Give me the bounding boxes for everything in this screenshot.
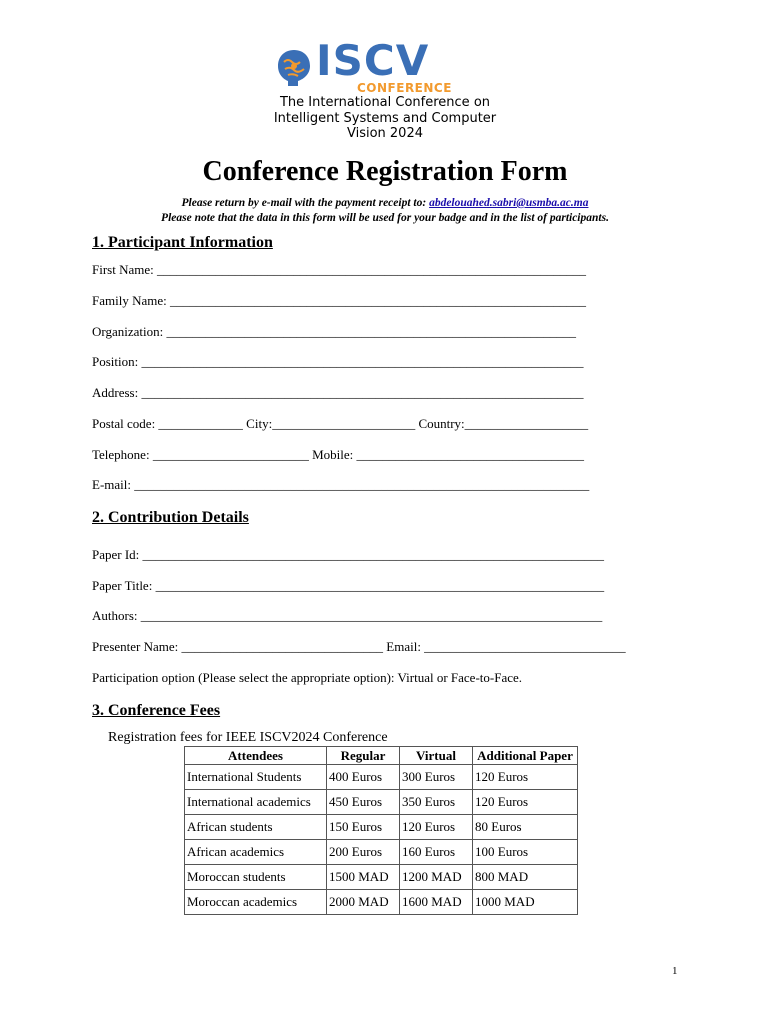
fees-table-header-row [185, 747, 578, 765]
page-number: 1 [672, 965, 678, 977]
cell-additional: 800 MAD [473, 865, 578, 890]
cell-regular: 450 Euros [327, 790, 400, 815]
table-row [185, 815, 578, 840]
cell-regular: 400 Euros [327, 765, 400, 790]
cell-virtual: 350 Euros [400, 790, 473, 815]
conference-name [0, 95, 770, 142]
logo-subtext: CONFERENCE [357, 81, 452, 95]
fees-intro: Registration fees for IEEE ISCV2024 Conference [108, 730, 388, 745]
header-virtual: Virtual [400, 747, 473, 765]
cell-attendee: International academics [185, 790, 327, 815]
email-field[interactable]: E-mail: ______________________________________________________________________ [92, 477, 590, 492]
header-regular: Regular [327, 747, 400, 765]
table-row [185, 840, 578, 865]
first-name-field[interactable]: First Name: __________________________________________________________________ [92, 262, 586, 277]
position-field[interactable]: Position: ____________________________________________________________________ [92, 354, 584, 369]
presenter-email-field[interactable]: Presenter Name: _______________________________ Email: _______________________________ [92, 639, 626, 654]
cell-attendee: African students [185, 815, 327, 840]
conference-logo [276, 36, 452, 98]
return-email-link[interactable]: abdelouahed.sabri@usmba.ac.ma [429, 197, 589, 209]
logo-text: ISCV [316, 36, 430, 85]
paper-title-field[interactable]: Paper Title: _____________________________________________________________________ [92, 578, 605, 593]
page-title: Conference Registration Form [202, 156, 568, 187]
data-note: Please note that the data in this form will be used for your badge and in the list of participants. [161, 212, 609, 224]
cell-regular: 2000 MAD [327, 890, 400, 915]
section-contribution-heading: 2. Contribution Details [92, 509, 249, 526]
cell-additional: 100 Euros [473, 840, 578, 865]
cell-additional: 120 Euros [473, 790, 578, 815]
table-row [185, 890, 578, 915]
cell-attendee: Moroccan students [185, 865, 327, 890]
paper-id-field[interactable]: Paper Id: _______________________________________________________________________ [92, 547, 605, 562]
cell-additional: 80 Euros [473, 815, 578, 840]
header-additional-paper: Additional Paper [473, 747, 578, 765]
table-row [185, 865, 578, 890]
cell-attendee: International Students [185, 765, 327, 790]
cell-virtual: 300 Euros [400, 765, 473, 790]
cell-virtual: 1600 MAD [400, 890, 473, 915]
header-attendees: Attendees [185, 747, 327, 765]
cell-additional: 1000 MAD [473, 890, 578, 915]
cell-virtual: 120 Euros [400, 815, 473, 840]
cell-regular: 1500 MAD [327, 865, 400, 890]
cell-additional: 120 Euros [473, 765, 578, 790]
authors-field[interactable]: Authors: _______________________________________________________________________ [92, 608, 603, 623]
family-name-field[interactable]: Family Name: ________________________________________________________________ [92, 293, 586, 308]
cell-regular: 200 Euros [327, 840, 400, 865]
participation-option-text: Participation option (Please select the appropriate option): Virtual or Face-to-Face. [92, 670, 523, 685]
cell-attendee: Moroccan academics [185, 890, 327, 915]
telephone-mobile-field[interactable]: Telephone: ________________________ Mobile: ___________________________________ [92, 447, 584, 462]
fees-table [184, 746, 578, 915]
conference-name-line2: Intelligent Systems and Computer [273, 110, 497, 126]
return-note [0, 197, 770, 209]
cell-virtual: 1200 MAD [400, 865, 473, 890]
section-participant-heading: 1. Participant Information [92, 234, 273, 251]
organization-field[interactable]: Organization: _______________________________________________________________ [92, 324, 576, 339]
cell-regular: 150 Euros [327, 815, 400, 840]
cell-attendee: African academics [185, 840, 327, 865]
section-fees-heading: 3. Conference Fees [92, 702, 221, 719]
return-note-text: Please return by e-mail with the payment receipt to: [181, 197, 430, 209]
conference-name-line1: The International Conference on [279, 95, 491, 110]
postal-city-country-field[interactable]: Postal code: _____________ City:______________________ Country:___________________ [92, 416, 589, 431]
conference-name-line3: Vision 2024 [346, 126, 423, 141]
table-row [185, 765, 578, 790]
table-row [185, 790, 578, 815]
brain-icon [276, 48, 312, 88]
cell-virtual: 160 Euros [400, 840, 473, 865]
address-field[interactable]: Address: ____________________________________________________________________ [92, 385, 584, 400]
